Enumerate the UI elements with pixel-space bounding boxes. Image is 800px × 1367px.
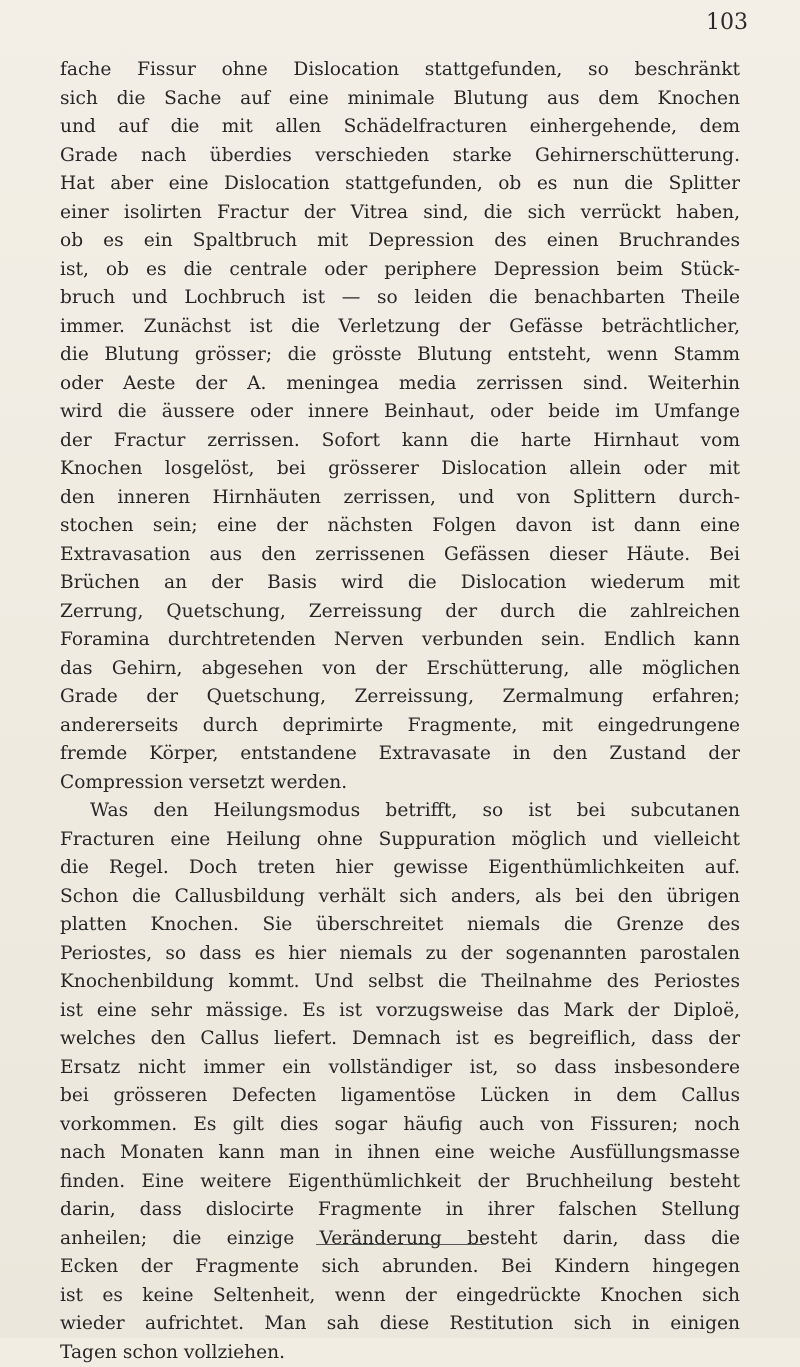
page-number: 103 xyxy=(706,10,748,35)
text-line: das Gehirn, abgesehen von der Erschütterung, alle möglichen xyxy=(60,655,740,684)
text-line: Brüchen an der Basis wird die Dislocation wiederum mit xyxy=(60,569,740,598)
text-line: bruch und Lochbruch ist — so leiden die benachbarten Theile xyxy=(60,284,740,313)
paragraph-start-line: Was den Heilungsmodus betrifft, so ist bei subcutanen xyxy=(60,797,740,826)
footer-rule xyxy=(316,1244,486,1245)
text-line: Schon die Callusbildung verhält sich anders, als bei den übrigen xyxy=(60,883,740,912)
text-line: und auf die mit allen Schädelfracturen einhergehende, dem xyxy=(60,113,740,142)
text-line: Periostes, so dass es hier niemals zu der sogenannten parostalen xyxy=(60,940,740,969)
paragraph-end-line: Tagen schon vollziehen. xyxy=(60,1339,740,1367)
text-line: nach Monaten kann man in ihnen eine weiche Ausfüllungsmasse xyxy=(60,1139,740,1168)
text-line: Fracturen eine Heilung ohne Suppuration möglich und vielleicht xyxy=(60,826,740,855)
text-line: bei grösseren Defecten ligamentöse Lücken in dem Callus xyxy=(60,1082,740,1111)
text-line: vorkommen. Es gilt dies sogar häufig auch von Fissuren; noch xyxy=(60,1111,740,1140)
text-line: Extravasation aus den zerrissenen Gefässen dieser Häute. Bei xyxy=(60,541,740,570)
text-line: ob es ein Spaltbruch mit Depression des einen Bruchrandes xyxy=(60,227,740,256)
text-line: Ecken der Fragmente sich abrunden. Bei Kindern hingegen xyxy=(60,1253,740,1282)
text-line: finden. Eine weitere Eigenthümlichkeit der Bruchheilung besteht xyxy=(60,1168,740,1197)
text-line: Knochen losgelöst, bei grösserer Dislocation allein oder mit xyxy=(60,455,740,484)
text-line: darin, dass dislocirte Fragmente in ihrer falschen Stellung xyxy=(60,1196,740,1225)
paragraph-end-line: Compression versetzt werden. xyxy=(60,769,740,798)
text-line: andererseits durch deprimirte Fragmente, mit eingedrungene xyxy=(60,712,740,741)
text-line: wird die äussere oder innere Beinhaut, oder beide im Umfange xyxy=(60,398,740,427)
text-line: Hat aber eine Dislocation stattgefunden, ob es nun die Splitter xyxy=(60,170,740,199)
text-line: ist eine sehr mässige. Es ist vorzugsweise das Mark der Diploë, xyxy=(60,997,740,1026)
text-line: platten Knochen. Sie überschreitet niemals die Grenze des xyxy=(60,911,740,940)
text-line: Grade nach überdies verschieden starke Gehirnerschütterung. xyxy=(60,142,740,171)
text-line: anheilen; die einzige Veränderung besteht darin, dass die xyxy=(60,1225,740,1254)
body-text xyxy=(60,56,740,1367)
text-line: die Blutung grösser; die grösste Blutung entsteht, wenn Stamm xyxy=(60,341,740,370)
text-line: wieder aufrichtet. Man sah diese Restitution sich in einigen xyxy=(60,1310,740,1339)
text-line: Zerrung, Quetschung, Zerreissung der durch die zahlreichen xyxy=(60,598,740,627)
text-line: Ersatz nicht immer ein vollständiger ist, so dass insbesondere xyxy=(60,1054,740,1083)
text-line: fache Fissur ohne Dislocation stattgefunden, so beschränkt xyxy=(60,56,740,85)
text-line: den inneren Hirnhäuten zerrissen, und von Splittern durch- xyxy=(60,484,740,513)
text-line: stochen sein; eine der nächsten Folgen davon ist dann eine xyxy=(60,512,740,541)
text-line: oder Aeste der A. meningea media zerrissen sind. Weiterhin xyxy=(60,370,740,399)
text-line: sich die Sache auf eine minimale Blutung aus dem Knochen xyxy=(60,85,740,114)
text-line: der Fractur zerrissen. Sofort kann die harte Hirnhaut vom xyxy=(60,427,740,456)
text-line: ist, ob es die centrale oder periphere Depression beim Stück- xyxy=(60,256,740,285)
text-line: Knochenbildung kommt. Und selbst die Theilnahme des Periostes xyxy=(60,968,740,997)
text-line: fremde Körper, entstandene Extravasate in den Zustand der xyxy=(60,740,740,769)
text-line: Foramina durchtretenden Nerven verbunden sein. Endlich kann xyxy=(60,626,740,655)
text-line: Grade der Quetschung, Zerreissung, Zermalmung erfahren; xyxy=(60,683,740,712)
text-line: die Regel. Doch treten hier gewisse Eigenthümlichkeiten auf. xyxy=(60,854,740,883)
text-line: ist es keine Seltenheit, wenn der eingedrückte Knochen sich xyxy=(60,1282,740,1311)
text-line: welches den Callus liefert. Demnach ist es begreiflich, dass der xyxy=(60,1025,740,1054)
text-line: einer isolirten Fractur der Vitrea sind, die sich verrückt haben, xyxy=(60,199,740,228)
text-line: immer. Zunächst ist die Verletzung der Gefässe beträchtlicher, xyxy=(60,313,740,342)
